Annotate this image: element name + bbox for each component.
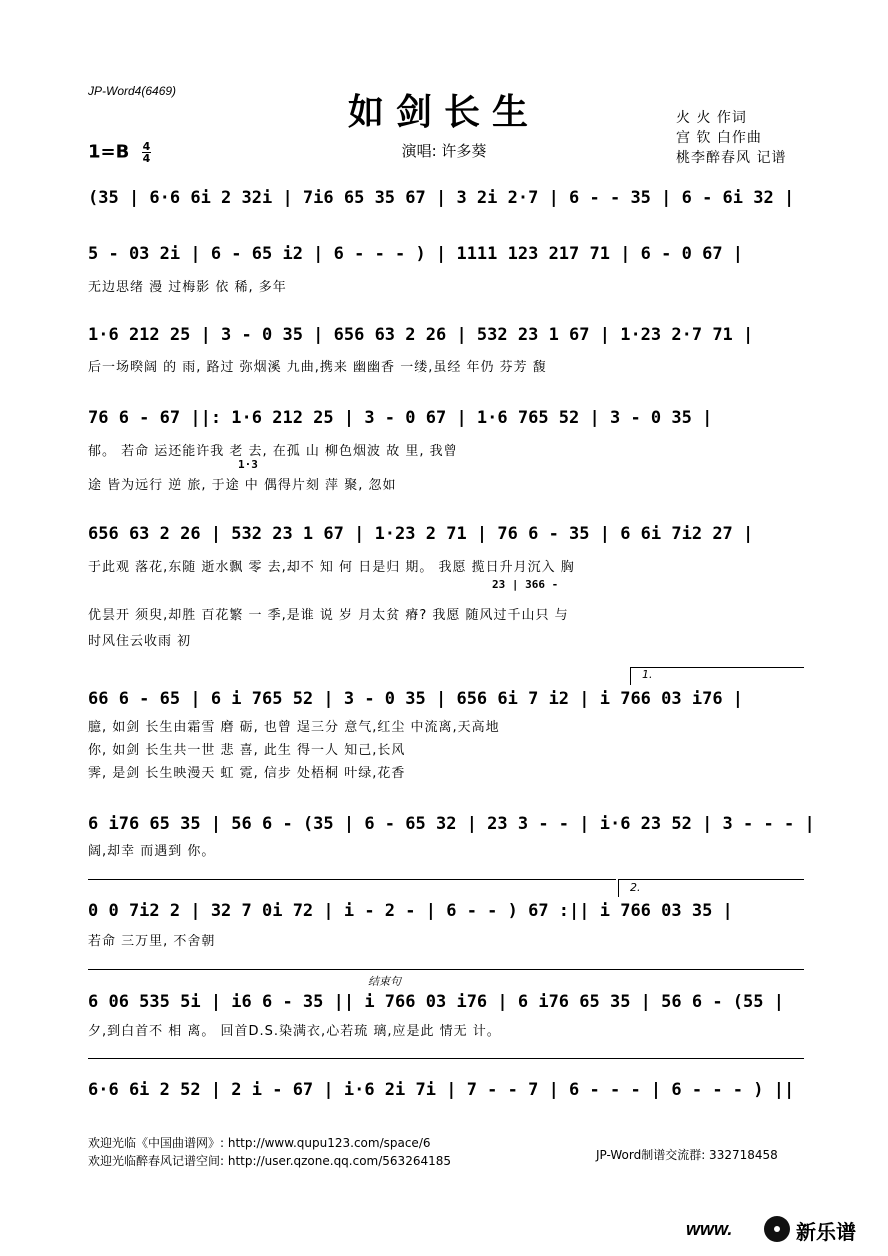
- ending-label: 结束句: [368, 975, 401, 988]
- song-title: 如剑长生: [347, 91, 540, 133]
- lyric-row-6a: 臆, 如剑 长生由霜雪 磨 砺, 也曾 逞三分 意气,红尘 中流离,天高地: [88, 720, 500, 735]
- score-row-3: 1·6 212 25 | 3 - 0 35 | 656 63 2 26 | 532 23 1 67 | 1·23 2·7 71 |: [88, 325, 754, 345]
- score-row-6: 66 6 - 65 | 6 i 765 52 | 3 - 0 35 | 656 6i 7 i2 | i 766 03 i76 |: [88, 689, 744, 709]
- score-row-10: 6·6 6i 2 52 | 2 i - 67 | i·6 2i 7i | 7 - - 7 | 6 - - - | 6 - - - ) ||: [88, 1080, 795, 1100]
- time-denominator: 4: [142, 152, 151, 165]
- footer-link-1: 欢迎光临《中国曲谱网》: http://www.qupu123.com/space/6: [88, 1136, 431, 1150]
- footer-links: [88, 1134, 451, 1170]
- key-label: 1=B: [88, 141, 130, 163]
- lyricist-credit: 火 火 作词: [676, 110, 747, 126]
- volta-2-edge: [618, 879, 619, 897]
- disc-icon: [764, 1216, 790, 1242]
- volta-1-edge: [630, 667, 631, 685]
- watermark-url: www.: [686, 1219, 733, 1239]
- volta-2-label: 2.: [630, 881, 641, 894]
- time-numerator: 4: [142, 140, 151, 153]
- score-row-9: 6 06 535 5i | i6 6 - 35 || i 766 03 i76 | 6 i76 65 35 | 56 6 - (55 |: [88, 992, 784, 1012]
- score-row-1: (35 | 6·6 6i 2 32i | 7i6 65 35 67 | 3 2i 2·7 | 6 - - 35 | 6 - 6i 32 |: [88, 188, 795, 208]
- volta-1-bracket: [630, 667, 804, 668]
- footer-group: JP-Word制谱交流群: 332718458: [596, 1148, 778, 1162]
- version-label: JP-Word4(6469): [88, 84, 177, 98]
- footer-link-2: 欢迎光临醉春风记谱空间: http://user.qzone.qq.com/563264185: [88, 1154, 452, 1168]
- ending-rule: [88, 969, 804, 970]
- singer-label: 演唱: 许多葵: [401, 142, 487, 160]
- transcriber-credit: 桃李醉春风 记谱: [676, 150, 787, 166]
- watermark-logo: 新乐谱: [796, 1220, 856, 1244]
- score-row-4: 76 6 - 67 ||: 1·6 212 25 | 3 - 0 67 | 1·6 765 52 | 3 - 0 35 |: [88, 408, 713, 428]
- score-row-7: 6 i76 65 35 | 56 6 - (35 | 6 - 65 32 | 23 3 - - | i·6 23 52 | 3 - - - |: [88, 814, 815, 834]
- lyric-row-5a: 于此观 落花,东随 逝水飘 零 去,却不 知 何 日是归 期。 我愿 揽日升月沉入 胸: [88, 560, 575, 575]
- lyric-row-7: 阔,却幸 而遇到 你。: [88, 844, 216, 859]
- lyric-row-6b: 你, 如剑 长生共一世 悲 喜, 此生 得一人 知己,长风: [88, 743, 406, 758]
- volta-1-label: 1.: [642, 668, 653, 681]
- composer-credit: 宫 钦 白作曲: [676, 130, 762, 146]
- volta-2-bracket: [618, 879, 804, 880]
- score-row-5: 656 63 2 26 | 532 23 1 67 | 1·23 2 71 | 76 6 - 35 | 6 6i 7i2 27 |: [88, 524, 754, 544]
- lyric-row-4b: 途 皆为远行 逆 旅, 于途 中 偶得片刻 萍 聚, 忽如: [88, 478, 397, 493]
- lyric-row-3: 后一场暌阔 的 雨, 路过 弥烟溪 九曲,携来 幽幽香 一缕,虽经 年仍 芬芳 馥: [88, 360, 547, 375]
- alt-notes-2: 23 | 366 -: [492, 578, 559, 591]
- alt-notes-1: 1·3: [238, 458, 258, 471]
- lyric-row-8: 若命 三万里, 不舍朝: [88, 934, 216, 949]
- lyric-row-9: 夕,到白首不 相 离。 回首D.S.染满衣,心若琉 璃,应是此 情无 计。: [88, 1024, 501, 1039]
- lyric-row-4a: 郁。 若命 运还能许我 老 去, 在孤 山 柳色烟波 故 里, 我曾: [88, 444, 458, 459]
- lyric-row-5c: 时风住云收雨 初: [88, 634, 192, 649]
- final-rule: [88, 1058, 804, 1059]
- lyric-row-2: 无边思绪 漫 过梅影 依 稀, 多年: [88, 280, 287, 295]
- volta-1-continuation: [88, 879, 616, 880]
- score-row-8: 0 0 7i2 2 | 32 7 0i 72 | i - 2 - | 6 - - ) 67 :|| i 766 03 35 |: [88, 901, 733, 921]
- lyric-row-6c: 霁, 是剑 长生映漫天 虹 霓, 信步 处梧桐 叶绿,花香: [88, 766, 406, 781]
- score-row-2: 5 - 03 2i | 6 - 65 i2 | 6 - - - ) | 1111 123 217 71 | 6 - 0 67 |: [88, 244, 744, 264]
- lyric-row-5b: 优昙开 须臾,却胜 百花繁 一 季,是谁 说 岁 月太贫 瘠? 我愿 随风过千山只 与: [88, 608, 569, 623]
